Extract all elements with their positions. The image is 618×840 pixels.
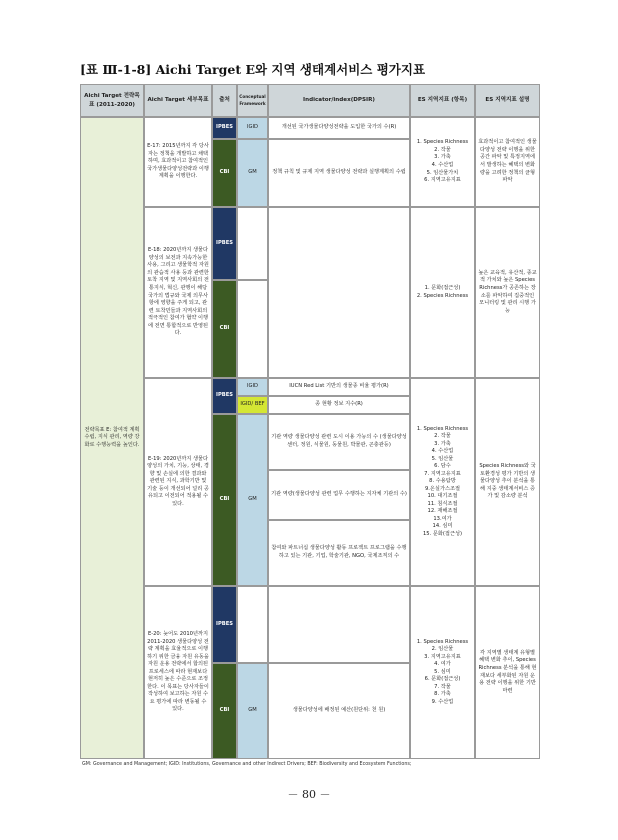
es-item-group: 1. Species Richness 2. 임산물 3. 지역고유지표 4. 여가 5. 심미 6. 문화(접근성) 7. 작물 8. 가축 9. 수산업 (410, 586, 475, 759)
source-ipbes: IPBES (212, 207, 237, 280)
source-cbi: CBI (212, 139, 237, 207)
es-desc-group: 효과적이고 참여적인 생물다양성 전략 이행을 위한 공간 파악 및 특정지역에서 발생하는 혜택의 변화량을 고려한 정책의 균형 파악 (475, 117, 540, 207)
indicator-cell: 종 현황 정보 지수(R) (268, 396, 410, 414)
header-es-desc: ES 지역지표 설명 (475, 84, 540, 117)
framework-empty (237, 586, 268, 663)
table-title: [표 Ⅲ-1-8] Aichi Target E와 지역 생태계서비스 평가지표 (80, 62, 426, 77)
indicator-cell: 참여와 파트너십 생물다양성 활동 프로젝트 프로그램을 수행하고 있는 기관, 기업, 학술기관, NGO, 국제조직의 수 (268, 520, 410, 586)
source-cbi: CBI (212, 663, 237, 759)
es-desc-group: 각 지역별 생태계 유형별 혜택 변화 추이, Species Richness 분석을 통해 현재보다 세부화된 자원 운용 전략 이행을 위한 기반 마련 (475, 586, 540, 759)
framework-gm: GM (237, 139, 268, 207)
header-source: 출처 (212, 84, 237, 117)
source-ipbes: IPBES (212, 586, 237, 663)
es-item-group: 1. Species Richness 2. 작물 3. 가축 4. 수산업 5. 임산물 6. 담수 7. 지역고유지표 8. 수용탐방 9.온실가스조절 10. 대기조절 11. 침식조절 12. 재해조절 13.여가 14. 심미 15. 문화(접근성) (410, 378, 475, 586)
framework-gm: GM (237, 663, 268, 759)
header-framework: Conceptual Framework (237, 84, 268, 117)
indicator-cell: IUCN Red List 기반의 생물종 비율 평가(R) (268, 378, 410, 396)
table-footnote: GM: Governance and Management; IGID: Institutions, Governance and other Indirect Drivers; BEF: Biodiversity and Ecosystem Functions; (82, 762, 412, 767)
framework-empty (237, 280, 268, 378)
indicator-cell: 기관 역량(생물다양성 관련 업무 수행하는 지자체 기관의 수) (268, 470, 410, 520)
page-number: － 80 － (287, 788, 331, 801)
indicator-cell: 생물다양성에 배정된 예산(원단위: 천 원) (268, 663, 410, 759)
target-e17: E-17: 2015년까지 각 당사자는 정책을 개발하고 채택하며, 효과적이고 참여적인 국가생물다양성전략과 이행 계획을 이행한다. (144, 117, 212, 207)
target-e18: E-18: 2020년까지 생물다양성의 보전과 지속가능한 사용, 그리고 생물학적 자원의 관습적 사용 등과 관련한 토착 지역 및 지역사회의 전통지식, 혁신, 관행이 해당 국가의 법규와 국제 의무사항에 영향을 주게 되고, 관련 토착민들과 지역사회의 적극적인 참여가 협약 이행에 전면 통합적으로 반영된다. (144, 207, 212, 378)
target-e19: E-19: 2020년까지 생물다양성의 가치, 기능, 상태, 경향 및 손실에 의한 결과와 관련된 지식, 과학기반 및 기술 등이 개선되어 널리 공유되고 이전되어 적용될 수 있다. (144, 378, 212, 586)
header-aichi-target: Aichi Target 세부목표 (144, 84, 212, 117)
source-cbi: CBI (212, 414, 237, 586)
es-desc-group: Species Richness와 국토환경성 평가 기반의 생물다양성 추이 분석을 통해 지중 생태계서비스 증가 및 감소량 분석 (475, 378, 540, 586)
target-e20: E-20: 늦어도 2010년까지 2011-2020 생물다양성 전략 계획을 효율적으로 이행하기 위한 금융 자원 유동을 자원 운용 전략에서 합의된 프로세스에 따라 현재보다 현저히 높은 수준으로 조정한다. 이 목표는 당사자들이 작성하여 보고하는 자원 수요 평가에 따라 변동될 수 있다. (144, 586, 212, 759)
indicator-cell: 정책 규칙 및 규제 지역 생물다양성 전략과 실행계획의 수립 (268, 139, 410, 207)
es-desc-group: 높은 교육적, 유산적, 종교적 가치와 높은 Species Richness가 공존하는 장소를 파악하여 집중적인 모니터링 및 관리 시행 가능 (475, 207, 540, 378)
indicator-table (80, 84, 540, 759)
es-item-group: 1. Species Richness 2. 작물 3. 가축 4. 수산업 5. 임산물가치 6. 지역고유지표 (410, 117, 475, 207)
framework-gm: GM (237, 414, 268, 586)
indicator-empty (268, 586, 410, 663)
source-ipbes: IPBES (212, 378, 237, 414)
strategic-goal-e: 전략목표 E: 참여적 계획 수립, 지식 관리, 역량 강화로 수행능력을 높인다. (80, 117, 144, 759)
framework-igid-bef: IGID/ BEF (237, 396, 268, 414)
source-ipbes: IPBES (212, 117, 237, 139)
header-aichi-goal: Aichi Target 전략목표 (2011-2020) (80, 84, 144, 117)
framework-igid: IGID (237, 378, 268, 396)
header-indicator: Indicator/index(DPSIR) (268, 84, 410, 117)
header-es-item: ES 지역지표 (항목) (410, 84, 475, 117)
framework-igid: IGID (237, 117, 268, 139)
es-item-group: 1. 문화(접근성) 2. Species Richness (410, 207, 475, 378)
framework-empty (237, 207, 268, 280)
indicator-cell: 개선된 국가생물다양성전략을 도입한 국가의 수(R) (268, 117, 410, 139)
source-cbi: CBI (212, 280, 237, 378)
indicator-cell: 기관 역량 생물다양성 관련 도시 이용 가능의 수 (생물다양성센터, 정원, 식물원, 동물원, 박물관, 곤충관등) (268, 414, 410, 470)
indicator-empty (268, 207, 410, 378)
